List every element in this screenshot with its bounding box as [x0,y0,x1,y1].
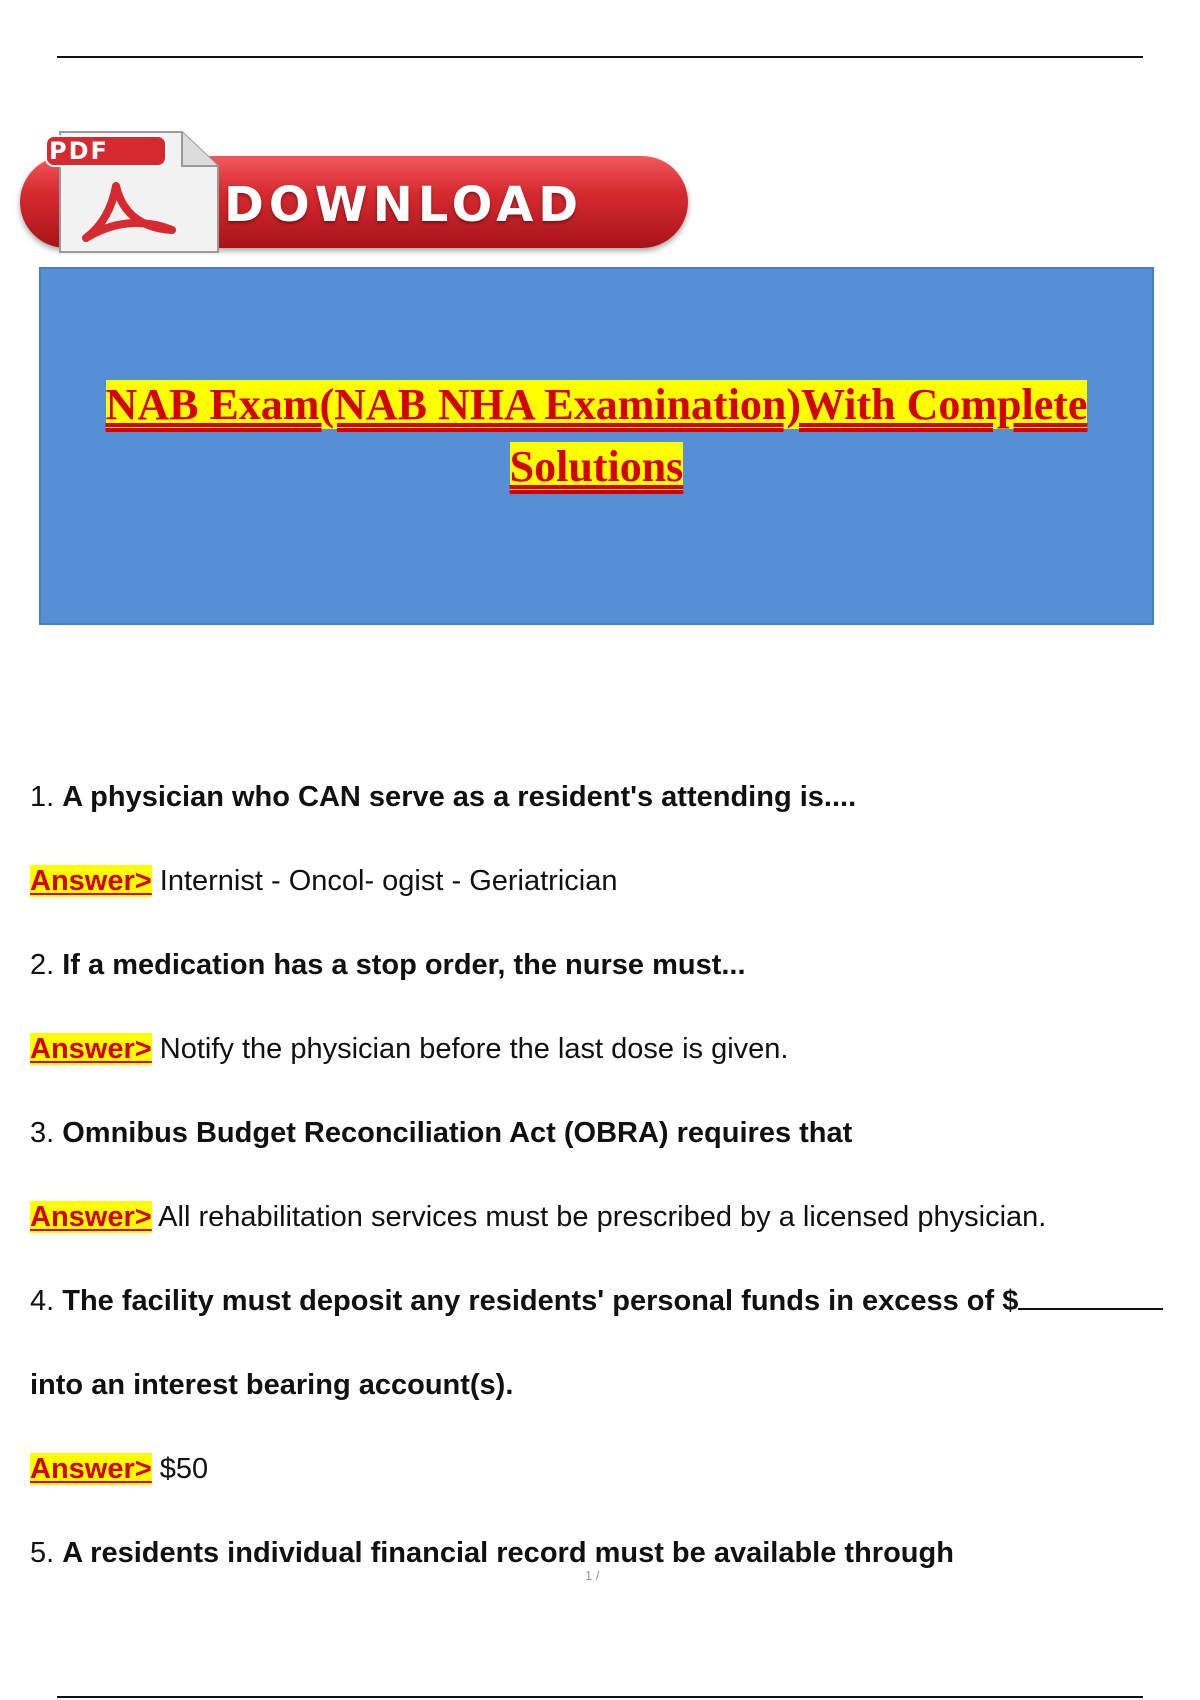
fill-in-blank [1018,1282,1163,1310]
question-number: 1. [30,781,55,813]
answer-label: Answer> [30,1033,152,1065]
question-text: Omnibus Budget Reconciliation Act (OBRA) requires that [62,1117,853,1149]
question-number: 5. [30,1537,55,1569]
document-title [41,374,1152,498]
question-text: A physician who CAN serve as a resident's attending is.... [62,781,857,813]
question-text: A residents individual financial record must be available through [62,1537,954,1569]
answer-text: All rehabilitation services must be prescribed by a licensed physician. [158,1201,1047,1233]
download-label: DOWNLOAD [224,177,584,233]
answer-text: Notify the physician before the last dose is given. [159,1033,789,1065]
question-number: 3. [30,1117,55,1149]
answer-label: Answer> [30,1453,152,1485]
question-1 [30,777,856,817]
answer-text: Internist - Oncol- ogist - Geriatrician [159,865,618,897]
answer-text: $50 [159,1453,209,1485]
question-number: 4. [30,1285,55,1317]
bottom-rule [57,1696,1143,1698]
question-4 [30,1281,1163,1321]
title-line-1: NAB Exam(NAB NHA Examination)With Complete [105,380,1088,429]
question-text: If a medication has a stop order, the nurse must... [62,949,746,981]
question-text: into an interest bearing account(s). [30,1369,514,1401]
answer-label: Answer> [30,865,152,897]
top-rule [57,56,1143,58]
question-2 [30,945,746,985]
question-5 [30,1533,954,1573]
answer-3 [30,1197,1046,1237]
title-box [39,267,1154,625]
answer-2 [30,1029,788,1069]
question-3 [30,1113,852,1153]
answer-4 [30,1449,208,1489]
download-banner[interactable] [18,126,690,258]
question-4-continued [30,1365,513,1405]
title-line-2: Solutions [509,442,684,491]
answer-1 [30,861,617,901]
page-mark: 1 / [585,1568,600,1583]
question-text: The facility must deposit any residents' personal funds in excess of $ [62,1285,1019,1317]
question-number: 2. [30,949,55,981]
answer-label: Answer> [30,1201,152,1233]
pdf-tag: PDF [49,137,109,165]
